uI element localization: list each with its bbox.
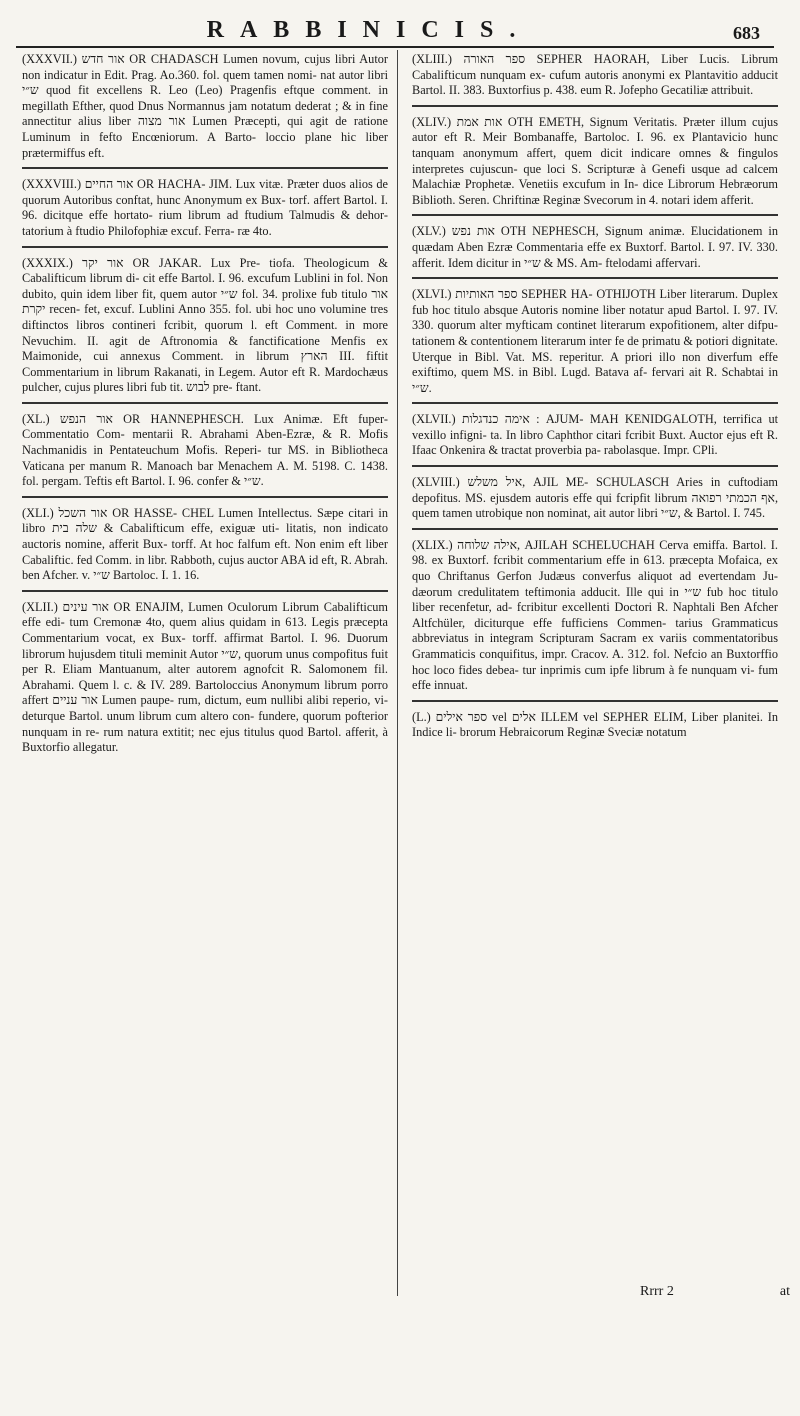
entry-text: (XLVIII.) איל משלש, AJIL ME- SCHULASCH Aries in cuftodiam depofitus. MS. ejusdem autoris effe qui fcripfit librum אף הכמתי רפואה, quem tamen utrobique non nominat, ait autor libri ש״י, & Bartol. I. 745. — [412, 475, 779, 521]
entry-separator — [412, 700, 778, 702]
column-divider — [397, 50, 398, 1296]
entry-xliii — [412, 52, 778, 99]
entry-separator — [22, 402, 388, 404]
entry-l — [412, 710, 778, 741]
entry-text: (L.) ספר אילים vel אלים ILLEM vel SEPHER ELIM, Liber planitei. In Indice li- brorum Hebraicorum Reginæ Sveciæ notatum — [412, 709, 779, 740]
entry-text: (XLV.) אות נפש OTH NEPHESCH, Signum animæ. Elucidationem in quædam Aben Ezræ Commentaria effe ex Buxtorf. Bartol. I. 97. IV. 330. afferit. Idem dicitur in ש״י & MS. Am- ftelodami affervari. — [412, 224, 778, 270]
entry-text: (XXXVII.) אור חדש OR CHADASCH Lumen novum, cujus libri Autor non indicatur in Edit. Prag. Ao.360. fol. quem tamen nomi- nat autor libri ש״י quod fit excellens R. Leo (Leo) Pragenfis eftque comment. in megillath Efther, quod Dnus Normannus jam notatum dederat ; & in fine annectitur alius liber אור מצוה Lumen Præcepti, qui agit de ratione Luminum in fefto Encœniorum. A Barto- loccio plane hic liber prætermiffus eft. — [22, 52, 388, 160]
entry-text: (XXXIX.) אור יקר OR JAKAR. Lux Pre- tiofa. Theologicum & Cabalifticum librum di- cit effe Bartol. I. 96. excufum Lublini in fol. Non dubito, quin idem liber fit, quem autor ש״י fol. 34. prolixe fub titulo אור יקרת recen- fet, excuf. Lublini Anno 355. fol. ubi hoc uno volumine tres diftinctos libros contineri fcribit, quorum l. eft Comment. in more Nevuchim. II. agit de Aftronomia & fanctificatione Menfis ex Maimonide, cui annexus Comment. in librum הארץ III. fiftit Commentarium in librum Rakanati, in Legem. Autor eft R. Mardochæus pulcher, cujus plures libri fub tit. לבוש pre- ftant. — [22, 255, 388, 395]
left-column — [22, 52, 388, 756]
entry-text: (XLVI.) ספר האותיות SEPHER HA- OTHIJOTH Liber literarum. Duplex fub hoc titulo absque Autoris nomine liber notatur apud Bartol. I. 97. IV. 330. quorum alter myfticam continet literarum expofitionem, alter difpu- tationem & contentionem literarum inter fe de primatu & potiori dignitate. Uterque in Bibl. Vat. MS. reperitur. A priori illo non diverfum effe exiftimo, quem MS. in Bibl. Lugd. Batava af- fervari ait R. Schabtai in ש״י. — [412, 287, 779, 395]
running-title: RABBINICIS. — [206, 17, 532, 43]
page-number: 683 — [733, 23, 760, 43]
entry-separator — [22, 590, 388, 592]
entry-xl — [22, 412, 388, 490]
header-rule — [16, 46, 774, 48]
entry-text: (XXXVIII.) אור החיים OR HACHA- JIM. Lux vitæ. Præter duos alios de quorum Autoribus conftat, hunc Anonymum ex Bux- torf. affert Bartol. I. 96. dicitque effe hortato- rium librum ad ftudium Talmudis & dehor- tatorium à ftudio Philofophiæ excuf. Ferra- ræ 4to. — [22, 177, 388, 238]
right-column — [412, 52, 778, 741]
entry-xlviii — [412, 475, 778, 522]
entry-separator — [22, 496, 388, 498]
entry-xlv — [412, 224, 778, 271]
entry-xlii — [22, 600, 388, 756]
entry-separator — [412, 402, 778, 404]
entry-text: (XLI.) אור השכל OR HASSE- CHEL Lumen Intellectus. Sæpe citari in libro שלה בית & Cabalifticum effe, exiguæ uti- litatis, non indicato auctoris nomine, afferit Bux- torff. At hoc falfum eft. Non enim eft liber Cabaliftic. fed Comm. in libr. Rabboth, cujus auctor ABA id eft, R. Abrah. ben Afcher. v. ש״י Bartoloc. I. 1. 16. — [22, 505, 388, 583]
entry-xlix — [412, 538, 778, 694]
entry-separator — [412, 528, 778, 530]
entry-text: (XLIX.) אילה שלוחה, AJILAH SCHELUCHAH Cerva emiffa. Bartol. I. 98. ex Buxtorf. fcribit commentarium effe in 613. præcepta Mofaica, ex quo Chriftanus Gerfon Judæus converfus aliquot ad evertendam Ju- dæorum credulitatem teftimonia adducit. Ille qui in ש״י fub hoc titulo liber recenfetur, ad- fcribitur excellenti Doctori R. Naphtali Ben Afcher Altfchüler, diciturque effe fufficiens Commen- tarius Grammaticus abbreviatus in integram Scripturam Sacram ex variis commentatoribus Grammaticis conquifitus, impr. Cracov. A. 312. fol. Nefcio an Buxtorffio hoc loco fides debea- tur inprimis cum ipfe librum à fe nunquam vi- fum effe innuat. — [412, 537, 778, 693]
entry-separator — [22, 167, 388, 169]
entry-separator — [412, 214, 778, 216]
entry-xlvii — [412, 412, 778, 459]
entry-xxxviii — [22, 177, 388, 239]
entry-xxxix — [22, 256, 388, 396]
entry-xli — [22, 506, 388, 584]
catchword: at — [779, 1284, 790, 1299]
entry-separator — [412, 105, 778, 107]
entry-xliv — [412, 115, 778, 209]
page-footer — [640, 1284, 790, 1300]
entry-text: (XLII.) אור עינים OR ENAJIM, Lumen Oculorum Librum Cabalifticum effe edi- tum Cremonæ 4to, quem alius quidam in 613. Legis præcepta Commentarium vocat, ex Bux- torff. affirmat Bartol. I. 96. Duorum librorum hujusdem tituli meminit Autor ש״י, quorum unus compofitus fuit per R. Eliam Mantuanum, alter autorem agnofcit R. Salomonem fil. Abrahami. Quem l. c. & IV. 289. Bartoloccius Anonymum librum porro affert אור עניים Lumen paupe- rum, dictum, eum nullibi alibi reperio, vi- deturque Bartol. unum librum cum altero con- fundere, quorum pofterior nunquam in re- rum natura extitit; nec ejus titulus quod Bartol. afferit, à Buxtorfio allegatur. — [22, 599, 389, 755]
signature-mark: Rrrr 2 — [640, 1284, 674, 1299]
entry-text: (XLVII.) אימה כנדגלות : AJUM- MAH KENIDGALOTH, terrifica ut vexillo infigni- ta. In libro Caphthor citari fcribit Buxt. Auctor ejus eft R. Ifaac Onkenira & tractat proverbia pa- rabolasque. Impr. CPli. — [412, 412, 779, 458]
entry-xxxvii — [22, 52, 388, 161]
entry-text: (XLIV.) אות אמת OTH EMETH, Signum Veritatis. Præter illum cujus autor eft R. Meir Bombanaffe, Bartoloc. I. 96. ex Plantavicio hunc tanquam anonymum affert, quem dicit indicare omnes & fingulos interpretes cujuscun- que loci S. Scripturæ à Genefi usque ad calcem Malachiæ Prophetæ. Venetiis excufum in In- dice Librorum Hebræorum Biblioth. Seren. Chriftinæ Reginæ Svecorum in 4. notari idem afferit. — [412, 114, 778, 207]
entry-separator — [22, 246, 388, 248]
entry-text: (XL.) אור הנפש OR HANNEPHESCH. Lux Animæ. Eft fuper-Commentatio Com- mentarii R. Abrahami Aben-Ezræ, & R. Mofis Nachmanidis in Pentateuchum Mofis. Reperi- tur MS. in Bibliotheca Vaticana per manum R. Manoach bar Menachem A. M. 5198. C. 1438. fol. pergam. Teftis eft Bartol. I. 96. confer & ש״י. — [22, 411, 388, 489]
page-header — [10, 8, 760, 44]
entry-text: (XLIII.) ספר האורה SEPHER HAORAH, Liber Lucis. Librum Cabalifticum nunquam ex- cufum autoris anonymi ex Plantavitio adducit Bartol. II. 383. Buxtorfius p. 438. eum R. Jofepho Gecatiliæ attribuit. — [412, 52, 779, 98]
entry-separator — [412, 465, 778, 467]
entry-separator — [412, 277, 778, 279]
entry-xlvi — [412, 287, 778, 396]
